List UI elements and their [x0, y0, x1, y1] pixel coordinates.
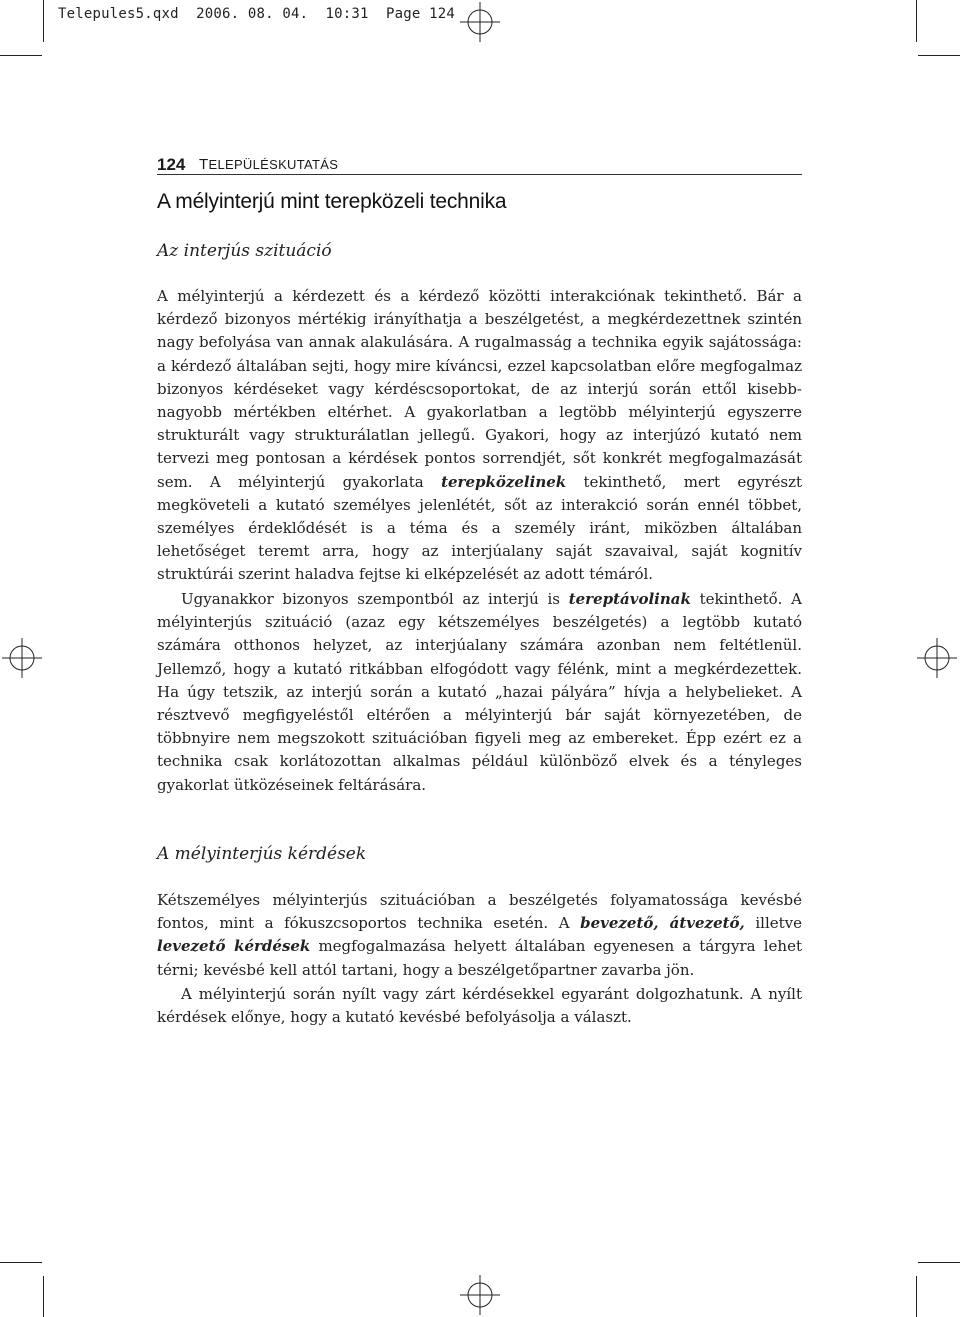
running-head-initial: T [199, 156, 209, 173]
crop-mark-top-right-v [916, 0, 917, 42]
registration-mark-bottom-icon [460, 1275, 500, 1315]
section-heading-interview-situation: Az interjús szituáció [157, 241, 332, 261]
registration-mark-top-icon [460, 2, 500, 42]
paragraph-3-text-a: Kétszemélyes mélyinterjús szituációban a beszélgetés folyamatossága kevésbé fontos, mint a fókuszcsoportos technika esetén. A [157, 891, 802, 933]
paragraph-1-text-b: tekinthető, mert egyrészt megköveteli a kutató személyes jelenlétét, sőt az interakció során ennél többet, személyes érdeklődését is a téma és a személy iránt, miközben általában lehetőséget teremt arra, hogy az interjúalany saját szavaival, saját kognitív struktúrái szerint haladva fejtse ki elképzelését az adott témáról. [157, 472, 803, 584]
crop-mark-top-right-h [918, 55, 960, 56]
paragraph-1-text-a: A mélyinterjú a kérdezett és a kérdező közötti interakciónak tekinthető. Bár a kérdező bizonyos mértékig irányíthatja a beszélgetést, a megkérdezettnek szintén nagy befolyása van annak alakulására. A rugalmasság a technika egyik sajátossága: a kérdező általában sejti, hogy mire kíváncsi, ezzel kapcsolatban előre megfogalmaz bizonyos kérdéseket vagy kérdéscsoportokat, de az interjú során ettől kisebb-nagyobb mértékben eltérhet. A gyakorlatban a legtöbb mélyinterjú egyszerre strukturált vagy strukturálatlan jellegű. Gyakori, hogy az interjúzó kutató nem tervezi meg pontosan a kérdések pontos sorrendjét, sőt konkrét megfogalmazását sem. A mélyinterjú gyakorlata [157, 287, 802, 491]
running-head-rest: ELEPÜLÉSKUTATÁS [208, 157, 339, 172]
registration-mark-right-icon [917, 638, 957, 678]
slug-date: 2006. 08. 04. [196, 6, 309, 22]
print-slug [58, 6, 455, 22]
page-number: 124 [157, 155, 186, 174]
paragraph-1-emphasis: terepközelinek [441, 472, 567, 491]
crop-mark-bottom-left-v [43, 1276, 44, 1317]
paragraph-4 [157, 983, 802, 1029]
paragraph-2-emphasis: tereptávolinak [568, 590, 691, 608]
paragraph-1 [157, 285, 802, 587]
crop-mark-top-left-h [0, 55, 42, 56]
paragraph-2-text-b: tekinthető. A mélyinterjús szituáció (azaz egy kétszemélyes beszélgetés) a legtöbb kutató számára otthonos helyzet, az interjúalany számára azonban nem feltétlenül. Jellemző, hogy a kutató ritkábban elfogódott vagy félénk, mint a megkérdezettek. Ha úgy tetszik, az interjú során a kutató „hazai pályára” hívja a helybelieket. A résztvevő megfigyeléstől eltérően a mélyinterjú bár saját környezetében, de többnyire nem megszokott szituációban figyeli meg az embereket. Épp ezért ez a technika csak korlátozottan alkalmas például különböző elvek és a tényleges gyakorlat ütközéseinek feltárására. [157, 590, 802, 794]
paragraph-3-emphasis-1: bevezető, átvezető, [580, 914, 745, 933]
section-heading-interview-questions: A mélyinterjús kérdések [157, 844, 367, 864]
crop-mark-bottom-left-h [0, 1262, 42, 1263]
crop-mark-bottom-right-v [916, 1276, 917, 1317]
paragraph-3-text-c: megfogalmazása helyett általában egyenesen a tárgyra lehet térni; kevésbé kell attól tartani, hogy a beszélgetőpartner zavarba jön. [157, 937, 802, 979]
paragraph-3-emphasis-2: levezető kérdések [157, 937, 311, 956]
slug-page: Page 124 [385, 6, 455, 22]
crop-mark-bottom-right-h [918, 1262, 960, 1263]
chapter-title: A mélyinterjú mint terepközeli technika [157, 190, 507, 213]
paragraph-4-text: A mélyinterjú során nyílt vagy zárt kérdésekkel egyaránt dolgozhatunk. A nyílt kérdések előnye, hogy a kutató kevésbé befolyásolja a választ. [157, 985, 802, 1027]
paragraph-2-text-a: Ugyanakkor bizonyos szempontból az interjú is [181, 590, 569, 608]
slug-file: Telepules5.qxd [58, 6, 179, 22]
paragraph-3 [157, 889, 802, 982]
running-header [157, 152, 802, 175]
crop-mark-top-left-v [43, 0, 44, 42]
running-head [199, 156, 338, 173]
paragraph-2 [157, 588, 802, 797]
slug-time: 10:31 [325, 6, 369, 22]
paragraph-3-text-b: illetve [744, 914, 802, 933]
registration-mark-left-icon [2, 638, 42, 678]
